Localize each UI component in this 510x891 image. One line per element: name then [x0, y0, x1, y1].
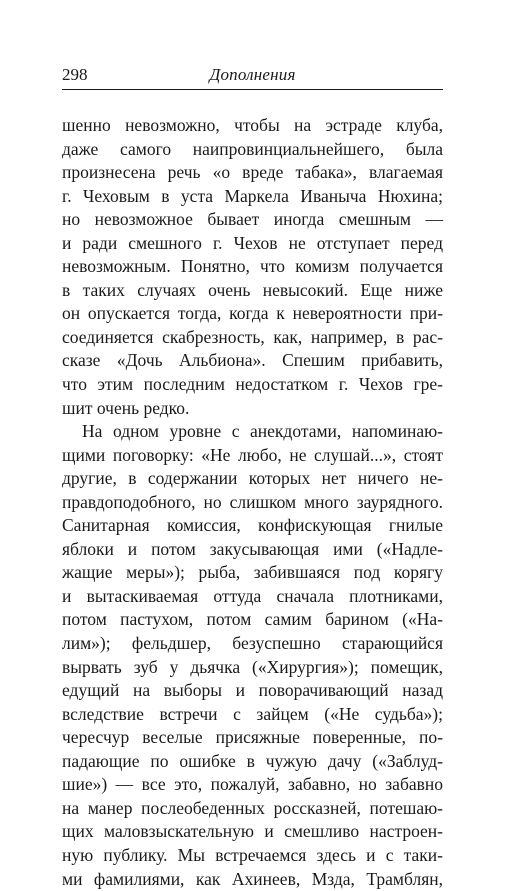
text-line: ную публику. Мы встречаемся здесь и с таки-	[62, 844, 443, 868]
text-line: но невозможное бывает иногда смешным —	[62, 208, 443, 232]
text-line: он опускается тогда, когда к невероятности при-	[62, 302, 443, 326]
running-head	[62, 64, 443, 90]
text-line: жащие меры»); рыба, забившаяся под корягу	[62, 561, 443, 585]
text-line: на манер послеобеденных россказней, потешаю-	[62, 797, 443, 821]
text-line: щими поговорку: «Не любо, не слушай...», стоят	[62, 444, 443, 468]
text-line: едущий на выборы и поворачивающий назад	[62, 679, 443, 703]
page-number: 298	[62, 64, 88, 86]
text-line: падающие по ошибке в чужую дачу («Заблуд-	[62, 750, 443, 774]
text-line: вследствие встречи с зайцем («Не судьба»);	[62, 703, 443, 727]
text-line: и вытаскиваемая оттуда сначала плотниками,	[62, 585, 443, 609]
section-title: Дополнения	[62, 64, 443, 86]
text-line: соединяется скабрезность, как, например, в рас-	[62, 326, 443, 350]
text-line: Санитарная комиссия, конфискующая гнилые	[62, 514, 443, 538]
text-line: ми фамилиями, как Ахинеев, Мзда, Трамблян,	[62, 868, 443, 891]
body-text	[62, 114, 443, 891]
text-line: даже самого наипровинциальнейшего, была	[62, 138, 443, 162]
text-line: яблоки и потом закусывающая ими («Надле-	[62, 538, 443, 562]
text-line: шие») — все это, пожалуй, забавно, но забавно	[62, 773, 443, 797]
text-line: чересчур веселые присяжные поверенные, по-	[62, 726, 443, 750]
text-line: г. Чеховым в уста Маркела Иваныча Нюхина;	[62, 185, 443, 209]
text-line: шит очень редко.	[62, 397, 443, 421]
text-line: невозможным. Понятно, что комизм получается	[62, 255, 443, 279]
text-line: сказе «Дочь Альбиона». Спешим прибавить,	[62, 349, 443, 373]
text-line: лим»); фельдшер, безуспешно старающийся	[62, 632, 443, 656]
text-line: произнесена речь «о вреде табака», влагаемая	[62, 161, 443, 185]
text-line: что этим последним недостатком г. Чехов гре-	[62, 373, 443, 397]
text-line: вырвать зуб у дьячка («Хирургия»); помещик,	[62, 656, 443, 680]
text-line: другие, в содержании которых нет ничего не-	[62, 467, 443, 491]
text-line: в таких случаях очень невысокий. Еще ниже	[62, 279, 443, 303]
header-rule	[62, 89, 443, 90]
text-line: и ради смешного г. Чехов не отступает перед	[62, 232, 443, 256]
text-line: щих маловзыскательную и смешливо настроен-	[62, 820, 443, 844]
text-line: На одном уровне с анекдотами, напоминаю-	[62, 420, 443, 444]
text-line: правдоподобного, но слишком много заурядного.	[62, 491, 443, 515]
text-line: шенно невозможно, чтобы на эстраде клуба,	[62, 114, 443, 138]
text-line: потом пастухом, потом самим барином («На-	[62, 608, 443, 632]
